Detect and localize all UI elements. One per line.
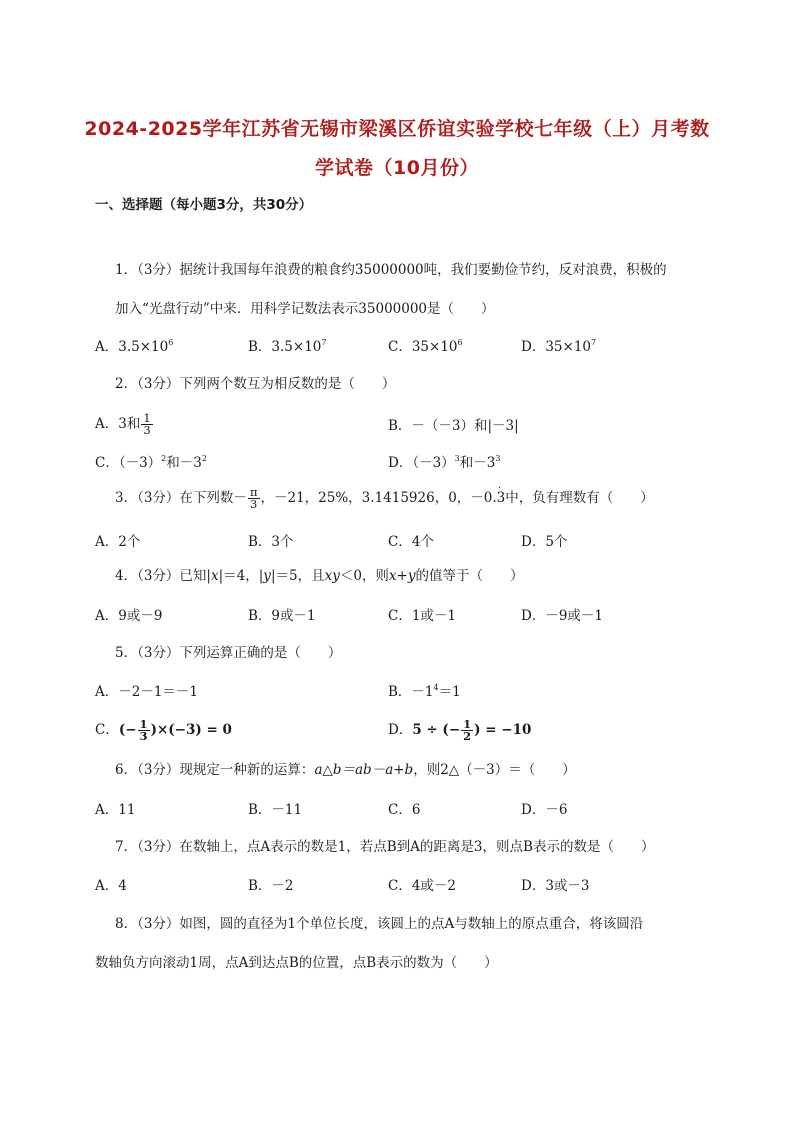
q2-stem: 2．（3分）下列两个数互为相反数的是（ ） [115, 376, 396, 392]
q6-stem: 6．（3分）现规定一种新的运算：a△b＝ab－a+b，则2△（－3）＝（ ） [115, 762, 576, 778]
q3-option-a: A．2个 [95, 534, 141, 550]
q3-option-b: B．3个 [248, 534, 294, 550]
q7-option-c: C．4或－2 [388, 878, 457, 894]
q6-option-a: A．11 [95, 802, 136, 818]
q1-option-b: B．$3.5\times 10^7$ [248, 338, 327, 355]
q4-stem: 4．（3分）已知|x|＝4，|y|＝5，且xy＜0，则x+y的值等于（ ） [115, 568, 524, 584]
q4-option-a: A．9或－9 [95, 608, 163, 624]
q1-option-d: D．$35\times 10^7$ [521, 338, 597, 355]
q1-stem-line2: 加入“光盘行动”中来．用科学记数法表示35000000是（ ） [115, 301, 495, 317]
section-heading: 一、选择题（每小题3分，共30分） [95, 197, 313, 213]
q1-stem-line1: 1．（3分）据统计我国每年浪费的粮食约35000000吨，我们要勤俭节约，反对浪费，积极的 [115, 262, 667, 278]
q2-option-d: D．$(-3)^3$和$-3^3$ [388, 454, 501, 471]
q5-option-a: A．－2－1＝－1 [95, 684, 199, 700]
q5-option-d: D．5 ÷ (− $\frac{1}{2}$ ) = −10 [388, 717, 532, 743]
q7-option-a: A．4 [95, 878, 127, 894]
fraction: $\frac{1}{2}$ [463, 717, 472, 743]
q5-option-c: C．(− $\frac{1}{3}$ )×(−3) = 0 [95, 717, 232, 743]
q4-option-b: B．9或－1 [248, 608, 316, 624]
q6-option-c: C．6 [388, 802, 421, 818]
q3-option-c: C．4个 [388, 534, 434, 550]
q7-option-b: B．－2 [248, 878, 294, 894]
q7-option-d: D．3或－3 [521, 878, 590, 894]
q6-option-d: D．－6 [521, 802, 568, 818]
q2-option-b: B．－（－3）和|－3| [388, 418, 519, 434]
q4-option-d: D．－9或－1 [521, 608, 604, 624]
q5-stem: 5．（3分）下列运算正确的是（ ） [115, 645, 342, 661]
q3-option-d: D．5个 [521, 534, 568, 550]
operation-definition: a△b＝ab－a+b [314, 762, 414, 778]
q4-option-c: C．1或－1 [388, 608, 457, 624]
q8-stem-line2: 数轴负方向滚动1周，点A到达点B的位置，点B表示的数为（ ） [95, 955, 498, 971]
q5-option-b: B．$-1^4=1$ [388, 683, 461, 700]
q1-option-a: A．$3.5\times 10^6$ [95, 338, 174, 355]
repeating-decimal-digit: ˙ 3 [497, 490, 506, 506]
q7-stem: 7．（3分）在数轴上，点A表示的数是1，若点B到A的距离是3，则点B表示的数是（ ） [115, 839, 655, 855]
fraction: $\frac{1}{3}$ [139, 717, 148, 743]
q8-stem-line1: 8．（3分）如图，圆的直径为1个单位长度，该圆上的点A与数轴上的原点重合，将该圆沿 [115, 916, 644, 932]
q3-stem: 3．（3分）在下列数－ $\frac{\pi}{3}$ ，－21，25%，3.1415926，0，－0.˙ 3中，负有理数有（ ） [115, 487, 654, 510]
q1-option-c: C．$35\times 10^6$ [388, 338, 463, 355]
fraction: $\frac{1}{3}$ [143, 411, 151, 437]
fraction: $\frac{\pi}{3}$ [249, 485, 258, 511]
q6-option-b: B．－11 [248, 802, 303, 818]
q2-option-a: A．3和 $\frac{1}{3}$ [95, 411, 151, 437]
page-title-line2: 学试卷（10月份） [315, 157, 479, 179]
q2-option-c: C．$(-3)^2$和$-3^2$ [95, 454, 207, 471]
page-title-line1: 2024-2025学年江苏省无锡市梁溪区侨谊实验学校七年级（上）月考数 [84, 118, 710, 140]
